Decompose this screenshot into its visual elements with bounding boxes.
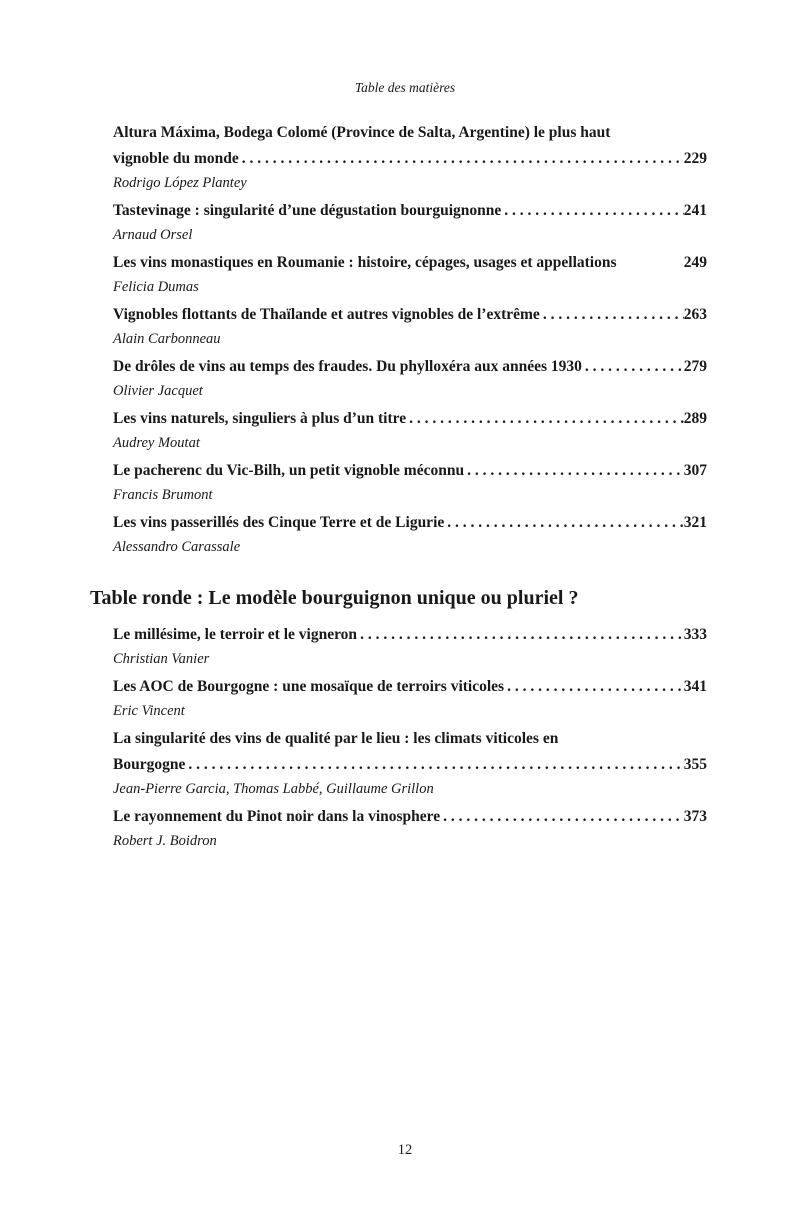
toc-entry-page-number: 241 [683,202,707,219]
toc-content [90,120,707,856]
toc-entry-authors: Alessandro Carassale [113,539,241,555]
toc-entry-title: vignoble du monde [113,150,239,167]
toc-entry-page-number: 263 [683,306,707,323]
dot-leader [464,458,684,484]
dot-leader [582,354,684,380]
toc-entry [113,510,707,558]
toc-entry-authors: Felicia Dumas [113,279,199,295]
toc-entry-title: Les vins naturels, singuliers à plus d’un titre [113,410,407,427]
dot-leader [504,674,684,700]
toc-entry-page-number: 229 [683,150,707,167]
toc-entry-page-number: 321 [683,514,707,531]
toc-entry-authors: Rodrigo López Plantey [113,175,247,191]
toc-entry-title: De drôles de vins au temps des fraudes. Du phylloxéra aux années 1930 [113,358,582,375]
page-number-folio: 12 [397,1142,413,1158]
dot-leader [440,804,684,830]
toc-entry-authors: Olivier Jacquet [113,383,203,399]
toc-entry-page-number: 289 [683,410,707,427]
toc-entry-page-number: 279 [683,358,707,375]
running-head: Table des matières [354,80,456,95]
toc-entry [113,406,707,454]
toc-list-part2 [90,622,707,852]
toc-entry-title: Bourgogne [113,756,186,773]
toc-entry-title: Les AOC de Bourgogne : une mosaïque de terroirs viticoles [113,678,505,695]
toc-entry [113,804,707,852]
section-heading: Table ronde : Le modèle bourguignon unique ou pluriel ? [90,587,579,609]
toc-entry-page-number: 249 [683,254,707,271]
toc-entry-authors: Christian Vanier [113,651,210,667]
toc-entry-authors: Jean-Pierre Garcia, Thomas Labbé, Guillaume Grillon [113,781,434,797]
toc-entry-page-number: 373 [683,808,707,825]
toc-entry-authors: Robert J. Boidron [113,833,217,849]
toc-entry-page-number: 333 [683,626,707,643]
toc-entry-title: Le millésime, le terroir et le vigneron [113,626,358,643]
toc-entry [113,674,707,722]
toc-entry-page-number: 355 [683,756,707,773]
dot-leader [501,198,683,224]
toc-entry-page-number: 341 [683,678,707,695]
toc-entry-authors: Francis Brumont [113,487,213,503]
toc-entry-title: Le pacherenc du Vic-Bilh, un petit vignoble méconnu [113,462,465,479]
dot-leader [540,302,684,328]
toc-entry-title: Les vins monastiques en Roumanie : histoire, cépages, usages et appellations [113,254,617,271]
toc-entry [113,458,707,506]
toc-entry [113,354,707,402]
dot-leader [357,622,684,648]
toc-entry-title-line1: Altura Máxima, Bodega Colomé (Province de Salta, Argentine) le plus haut [113,124,611,141]
dot-leader [444,510,683,536]
toc-list-part1 [90,120,707,558]
toc-entry-title-line1: La singularité des vins de qualité par le lieu : les climats viticoles en [113,730,559,747]
toc-entry [113,198,707,246]
toc-entry-title: Tastevinage : singularité d’une dégustation bourguignonne [113,202,502,219]
toc-entry [113,302,707,350]
toc-entry [113,120,707,194]
toc-entry-page-number: 307 [683,462,707,479]
dot-leader [406,406,684,432]
toc-entry-authors: Arnaud Orsel [113,227,193,243]
toc-entry-authors: Alain Carbonneau [113,331,221,347]
toc-entry [113,622,707,670]
toc-entry-authors: Audrey Moutat [113,435,200,451]
toc-entry [113,250,707,298]
toc-entry-title: Les vins passerillés des Cinque Terre et de Ligurie [113,514,445,531]
toc-entry-authors: Eric Vincent [113,703,185,719]
dot-leader [185,752,683,778]
toc-entry-title: Vignobles flottants de Thaïlande et autres vignobles de l’extrême [113,306,540,323]
toc-entry [113,726,707,800]
toc-entry-title: Le rayonnement du Pinot noir dans la vinosphere [113,808,441,825]
dot-leader [239,146,684,172]
